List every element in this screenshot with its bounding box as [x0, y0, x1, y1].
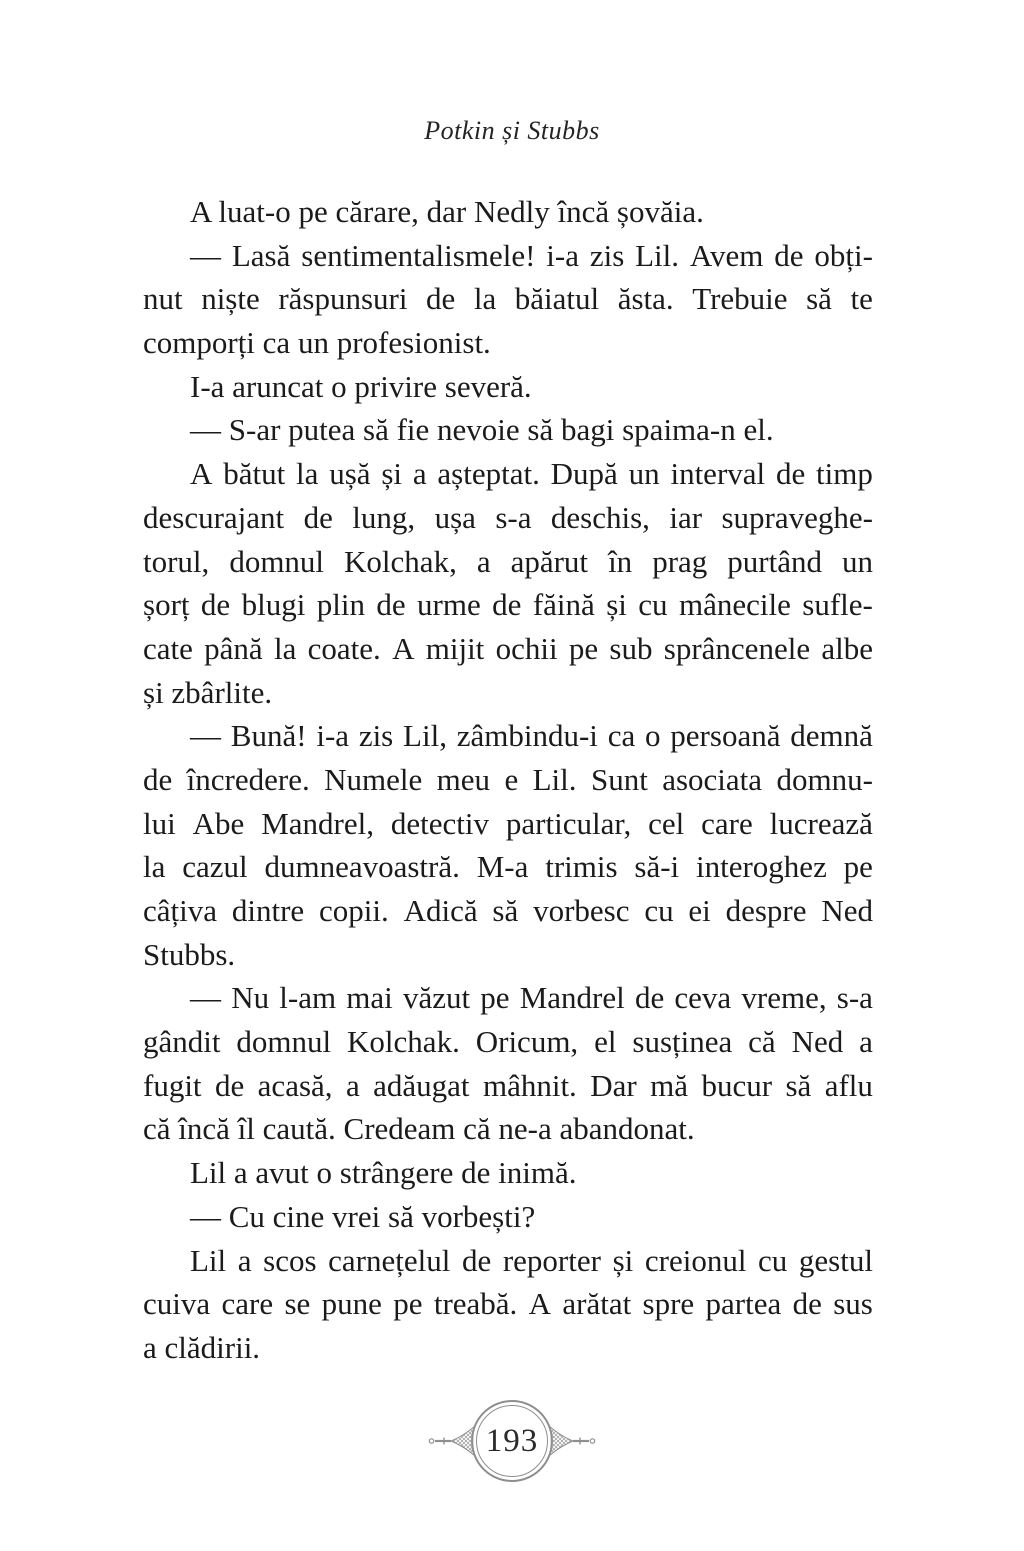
- text-line: — Bună! i-a zis Lil, zâmbindu-i ca o persoană demnă: [190, 718, 873, 754]
- text-line: — Nu l-am mai văzut pe Mandrel de ceva vreme, s-a: [190, 980, 873, 1016]
- page-number: 193: [485, 1422, 539, 1459]
- text-line: Lil a scos carnețelul de reporter și creionul cu gestul: [190, 1242, 873, 1278]
- text-line: de încredere. Numele meu e Lil. Sunt asociata domnu-: [143, 761, 873, 797]
- text-line: Lil a avut o strângere de inimă.: [190, 1155, 577, 1191]
- text-line: comporți ca un profesionist.: [143, 325, 491, 361]
- text-block: [143, 190, 873, 1370]
- text-line: fugit de acasă, a adăugat mâhnit. Dar mă bucur să aflu: [143, 1067, 873, 1103]
- text-line: gândit domnul Kolchak. Oricum, el susținea că Ned a: [143, 1024, 873, 1060]
- page-footer: [422, 1381, 602, 1501]
- text-line: cuiva care se pune pe treabă. A arătat spre partea de sus: [143, 1286, 873, 1322]
- text-line: cate până la coate. A mijit ochii pe sub sprâncenele albe: [143, 630, 873, 666]
- text-line: Stubbs.: [143, 936, 236, 972]
- text-line: I-a aruncat o privire severă.: [190, 368, 532, 404]
- text-line: șorț de blugi plin de urme de făină și cu mânecile sufle-: [143, 587, 873, 623]
- text-line: câțiva dintre copii. Adică să vorbesc cu ei despre Ned: [143, 893, 873, 928]
- running-header: Potkin și Stubbs: [424, 116, 600, 145]
- text-line: descurajant de lung, ușa s-a deschis, iar supraveghe-: [143, 499, 873, 535]
- text-line: că încă îl caută. Credeam că ne-a abandonat.: [143, 1111, 695, 1147]
- text-line: A luat-o pe cărare, dar Nedly încă șovăia.: [190, 194, 704, 229]
- text-line: — Cu cine vrei să vorbești?: [190, 1198, 536, 1234]
- text-line: și zbârlite.: [143, 674, 273, 710]
- text-line: la cazul dumneavoastră. M-a trimis să-i interoghez pe: [143, 849, 873, 885]
- text-line: — Lasă sentimentalismele! i-a zis Lil. Avem de obți-: [190, 237, 873, 273]
- text-line: lui Abe Mandrel, detectiv particular, cel care lucrează: [143, 805, 873, 841]
- text-line: torul, domnul Kolchak, a apărut în prag purtând un: [143, 543, 873, 579]
- text-line: a clădirii.: [143, 1329, 261, 1365]
- text-line: A bătut la ușă și a așteptat. După un interval de timp: [190, 456, 873, 492]
- text-line: nut niște răspunsuri de la băiatul ăsta. Trebuie să te: [143, 281, 873, 317]
- text-line: — S-ar putea să fie nevoie să bagi spaima-n el.: [190, 412, 774, 448]
